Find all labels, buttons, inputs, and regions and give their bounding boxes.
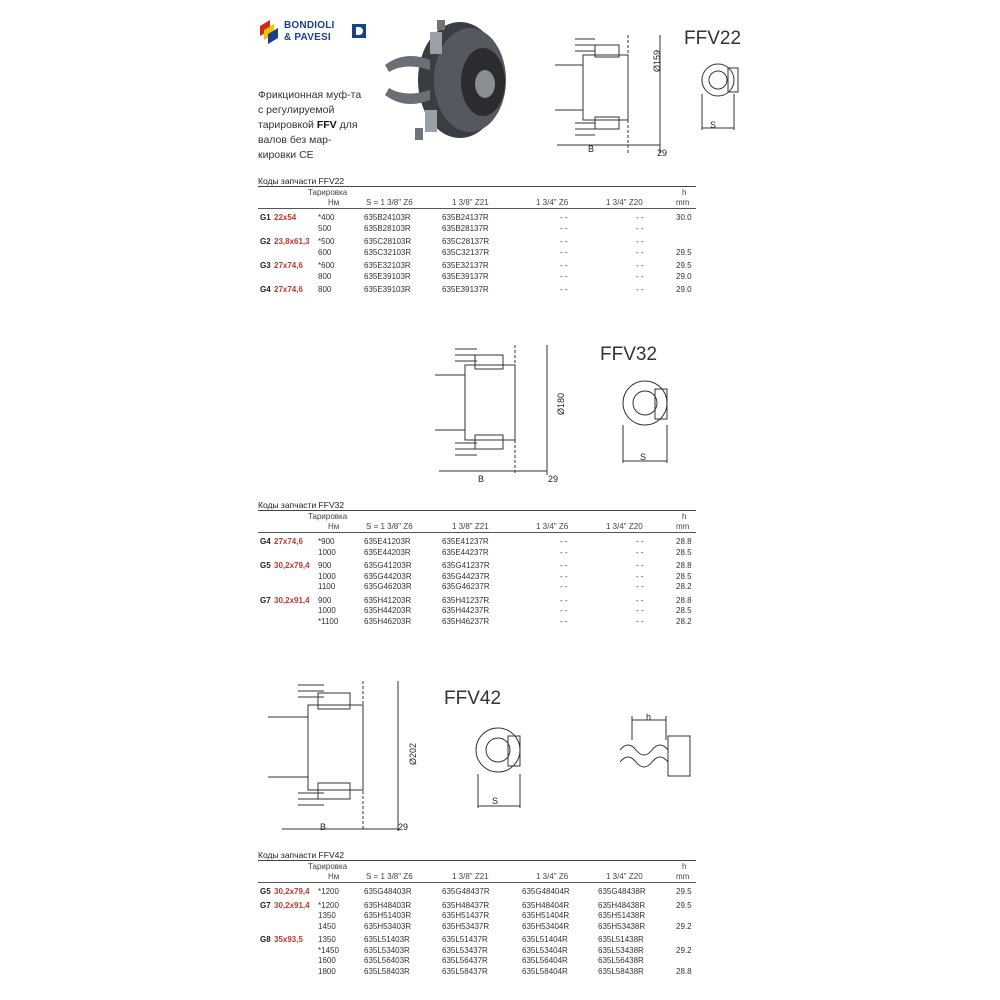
cell-c4: 635H51438R xyxy=(598,911,646,920)
cell-c3: - - xyxy=(560,582,568,591)
ffv22-dim-labels xyxy=(580,140,640,160)
cell-c3: - - xyxy=(560,261,568,270)
cell-c3: - - xyxy=(560,247,568,257)
cell-c2: 635H41237R xyxy=(442,595,490,605)
ffv32-dim-b: B xyxy=(478,474,485,484)
cell-c4: - - xyxy=(636,595,644,605)
description-text: Фрикционная муф-та с регулируемой тарировкой xyxy=(258,89,362,131)
cell-c2: 635L53437R xyxy=(442,945,488,955)
cell-c3: 635G48404R xyxy=(522,887,570,896)
cell-c2: 635H53437R xyxy=(442,921,490,931)
header-nm: Нм xyxy=(328,198,340,207)
cell-c1: 635H46203R xyxy=(364,616,412,626)
cell-c4: 635L51438R xyxy=(598,935,644,944)
cell-c3: - - xyxy=(560,285,568,294)
cell-c4: - - xyxy=(636,616,644,626)
cell-c2: 635H44237R xyxy=(442,606,490,615)
cell-c3: - - xyxy=(560,595,568,605)
cell-nm: 1000 xyxy=(318,606,336,615)
cell-c3: 635L56404R xyxy=(522,956,568,965)
cell-g: G5 xyxy=(260,561,271,570)
table-row xyxy=(260,967,690,978)
cell-c1: 635H44203R xyxy=(364,606,412,615)
cell-c1: 635H41203R xyxy=(364,595,412,605)
ffv22-rule-header xyxy=(258,208,696,209)
cell-h: 29.5 xyxy=(676,261,692,270)
cell-nm: *1200 xyxy=(318,900,339,910)
table-row xyxy=(260,946,690,957)
cell-c3: - - xyxy=(560,271,568,281)
cell-c2: 635G46237R xyxy=(442,582,490,591)
cell-c3: - - xyxy=(560,571,568,581)
header-col4: 1 3/4" Z20 xyxy=(606,872,643,881)
header-mm: mm xyxy=(676,872,690,881)
table-row xyxy=(260,272,690,283)
cell-nm: 1350 xyxy=(318,911,336,920)
cell-nm: *1200 xyxy=(318,887,339,896)
cell-nm: *600 xyxy=(318,261,335,270)
cell-c4: 635L56438R xyxy=(598,956,644,965)
ffv42-detail-drawing xyxy=(610,710,700,790)
cell-nm: *500 xyxy=(318,237,335,246)
header-col1: S = 1 3/8" Z6 xyxy=(366,872,413,881)
cell-c4: - - xyxy=(636,571,644,581)
cell-c3: - - xyxy=(560,223,568,233)
cell-c4: - - xyxy=(636,223,644,233)
table-row xyxy=(260,911,690,922)
header-h: h xyxy=(682,862,687,871)
cell-c2: 635E32137R xyxy=(442,261,489,270)
cell-c2: 635E41237R xyxy=(442,537,489,546)
cell-c3: 635H48404R xyxy=(522,900,570,910)
header-tarirovka: Тарировка xyxy=(308,188,348,197)
cell-c1: 635G41203R xyxy=(364,561,412,570)
cell-c4: - - xyxy=(636,213,644,222)
cell-c3: 635H53404R xyxy=(522,921,570,931)
cell-size: 27x74,6 xyxy=(274,261,303,270)
table-row xyxy=(260,956,690,967)
cell-c4: - - xyxy=(636,271,644,281)
ffv32-rule-header xyxy=(258,532,696,533)
header-col2: 1 3/8" Z21 xyxy=(452,522,489,531)
cell-g: G7 xyxy=(260,595,271,605)
header-col3: 1 3/4" Z6 xyxy=(536,198,569,207)
cell-g: G3 xyxy=(260,261,271,270)
cell-c3: - - xyxy=(560,237,568,246)
ffv32-section-title: Коды запчасти FFV32 xyxy=(258,500,345,510)
header-col3: 1 3/4" Z6 xyxy=(536,522,569,531)
table-row xyxy=(260,213,690,224)
ffv32-rule-top xyxy=(258,510,696,511)
table-row xyxy=(260,582,690,593)
header-mm: mm xyxy=(676,198,690,207)
cell-c3: - - xyxy=(560,537,568,546)
cell-c2: 635G48437R xyxy=(442,887,490,896)
cell-size: 22x54 xyxy=(274,213,297,222)
table-row xyxy=(260,572,690,583)
cell-c2: 635C32137R xyxy=(442,247,490,257)
cell-h: 28.5 xyxy=(676,547,692,557)
cell-h: 28.8 xyxy=(676,966,692,976)
cell-c1: 635G48403R xyxy=(364,887,412,896)
cell-size: 27x74,6 xyxy=(274,285,303,294)
cell-nm: 1000 xyxy=(318,571,336,581)
brand-logo xyxy=(260,18,380,48)
product-description xyxy=(258,88,368,163)
cell-c1: 635G44203R xyxy=(364,571,412,581)
cell-c1: 635E44203R xyxy=(364,547,411,557)
cell-h: 28.5 xyxy=(676,571,692,581)
cell-nm: 900 xyxy=(318,595,332,605)
header-col2: 1 3/8" Z21 xyxy=(452,198,489,207)
cell-c3: - - xyxy=(560,547,568,557)
cell-size: 27x74,6 xyxy=(274,537,303,546)
cell-c4: 635H48438R xyxy=(598,900,646,910)
cell-h: 28.2 xyxy=(676,582,692,591)
table-row xyxy=(260,887,690,898)
table-row xyxy=(260,285,690,296)
table-row xyxy=(260,248,690,259)
ffv42-rule-top xyxy=(258,860,696,861)
cell-g: G5 xyxy=(260,887,271,896)
table-row xyxy=(260,901,690,912)
cell-h: 28.8 xyxy=(676,595,692,605)
header-tarirovka: Тарировка xyxy=(308,862,348,871)
cell-c1: 635C28103R xyxy=(364,237,412,246)
header-nm: Нм xyxy=(328,872,340,881)
table-row xyxy=(260,935,690,946)
cell-size: 30,2x91,4 xyxy=(274,900,310,910)
cell-nm: 500 xyxy=(318,223,332,233)
cell-c4: - - xyxy=(636,247,644,257)
ffv42-parts-table xyxy=(260,862,696,998)
cell-h: 29.2 xyxy=(676,921,692,931)
header-col1: S = 1 3/8" Z6 xyxy=(366,522,413,531)
cell-h: 29.5 xyxy=(676,900,692,910)
table-row xyxy=(260,617,690,628)
cell-nm: 1100 xyxy=(318,582,336,591)
table-row xyxy=(260,237,690,248)
cell-nm: 1350 xyxy=(318,935,336,944)
header-nm: Нм xyxy=(328,522,340,531)
cell-size: 30,2x79,4 xyxy=(274,887,310,896)
table-row xyxy=(260,561,690,572)
cell-g: G8 xyxy=(260,935,271,944)
cell-c1: 635E39103R xyxy=(364,271,411,281)
ffv22-section-drawing xyxy=(698,58,748,138)
cell-h: 29.0 xyxy=(676,271,692,281)
cell-c4: - - xyxy=(636,582,644,591)
cell-nm: 1000 xyxy=(318,547,336,557)
table-row xyxy=(260,596,690,607)
ffv22-dim-29: 29 xyxy=(657,148,668,158)
cell-g: G2 xyxy=(260,237,271,246)
header-col3: 1 3/4" Z6 xyxy=(536,872,569,881)
cell-c3: 635L58404R xyxy=(522,966,568,976)
cell-c1: 635G46203R xyxy=(364,582,412,591)
cell-nm: *400 xyxy=(318,213,335,222)
cell-g: G1 xyxy=(260,213,271,222)
ffv42-section-drawing xyxy=(468,720,538,810)
cell-c4: - - xyxy=(636,606,644,615)
ffv42-rule-header xyxy=(258,882,696,883)
ffv32-model-title: FFV32 xyxy=(600,344,658,365)
ffv22-dim-diameter: Ø159 xyxy=(652,49,662,72)
cell-c2: 635L58437R xyxy=(442,966,488,976)
cell-h: 28.8 xyxy=(676,561,692,570)
cell-c2: 635L56437R xyxy=(442,956,488,965)
header-col1: S = 1 3/8" Z6 xyxy=(366,198,413,207)
ffv42-dim-b: B xyxy=(320,822,327,832)
cell-c4: - - xyxy=(636,237,644,246)
cell-c1: 635L53403R xyxy=(364,945,410,955)
cell-c2: 635C28137R xyxy=(442,237,490,246)
ffv32-dim-diameter: Ø180 xyxy=(556,392,566,415)
cell-c4: - - xyxy=(636,261,644,270)
cell-nm: 600 xyxy=(318,247,332,257)
table-row xyxy=(260,224,690,235)
table-row xyxy=(260,537,690,548)
cell-c3: - - xyxy=(560,561,568,570)
cell-g: G4 xyxy=(260,285,271,294)
ffv22-parts-table xyxy=(260,188,696,318)
cell-h: 28.8 xyxy=(676,537,692,546)
cell-c1: 635L51403R xyxy=(364,935,410,944)
ffv22-section-title: Коды запчасти FFV22 xyxy=(258,176,345,186)
ffv42-side-drawing xyxy=(268,675,418,835)
cell-c1: 635H48403R xyxy=(364,900,412,910)
ffv42-dim-h: h xyxy=(646,712,652,722)
cell-c2: 635E39137R xyxy=(442,285,489,294)
header-h: h xyxy=(682,188,687,197)
table-row xyxy=(260,922,690,933)
cell-c2: 635G41237R xyxy=(442,561,490,570)
ffv22-dim-b: B xyxy=(588,144,595,154)
cell-c1: 635H51403R xyxy=(364,911,412,920)
cell-c4: - - xyxy=(636,537,644,546)
cell-c1: 635B28103R xyxy=(364,223,411,233)
header-mm: mm xyxy=(676,522,690,531)
cell-c3: 635H51404R xyxy=(522,911,570,920)
ffv22-rule-top xyxy=(258,186,696,187)
cell-c4: 635G48438R xyxy=(598,887,646,896)
header-col4: 1 3/4" Z20 xyxy=(606,522,643,531)
ffv32-parts-table xyxy=(260,512,696,652)
cell-c3: - - xyxy=(560,213,568,222)
ffv42-model-title: FFV42 xyxy=(444,688,502,709)
cell-h: 28.2 xyxy=(676,616,692,626)
logo-mark-icon xyxy=(260,18,282,44)
cell-nm: 800 xyxy=(318,285,332,294)
ffv42-dim-s: S xyxy=(492,796,499,806)
cell-g: G7 xyxy=(260,900,271,910)
cell-c2: 635H46237R xyxy=(442,616,490,626)
brand-line1: BONDIOLI xyxy=(284,20,335,31)
ffv42-dim-diameter: Ø202 xyxy=(408,742,418,765)
cell-h: 28.5 xyxy=(676,606,692,615)
description-model: FFV xyxy=(316,119,337,131)
cell-nm: 1600 xyxy=(318,956,336,965)
table-row xyxy=(260,261,690,272)
brand-line2: & PAVESI xyxy=(284,32,331,43)
cell-nm: 800 xyxy=(318,271,332,281)
cell-c2: 635H48437R xyxy=(442,900,490,910)
header-col4: 1 3/4" Z20 xyxy=(606,198,643,207)
cell-h: 30.0 xyxy=(676,213,692,222)
coupling-photo xyxy=(375,10,515,150)
cell-c2: 635H51437R xyxy=(442,911,490,920)
table-row xyxy=(260,606,690,617)
ffv22-model-title: FFV22 xyxy=(684,28,742,49)
cell-h: 29.5 xyxy=(676,247,692,257)
cell-nm: *1100 xyxy=(318,616,339,626)
cell-c1: 635H53403R xyxy=(364,921,412,931)
cell-c1: 635L56403R xyxy=(364,956,410,965)
cell-nm: *900 xyxy=(318,537,335,546)
table-row xyxy=(260,548,690,559)
ffv32-dim-s: S xyxy=(640,452,647,462)
ffv32-side-drawing xyxy=(425,335,565,485)
cell-c3: 635L51404R xyxy=(522,935,568,944)
cell-nm: 900 xyxy=(318,561,332,570)
header-col2: 1 3/8" Z21 xyxy=(452,872,489,881)
cell-c2: 635L51437R xyxy=(442,935,488,944)
cell-c4: 635L58438R xyxy=(598,966,644,976)
ffv42-dim-29: 29 xyxy=(398,822,409,832)
cell-size: 23,8x61,3 xyxy=(274,237,310,246)
cell-size: 30,2x91,4 xyxy=(274,595,310,605)
cell-c3: - - xyxy=(560,616,568,626)
description-text-end: для валов без мар-кировки CE xyxy=(258,119,358,161)
cell-h: 29.2 xyxy=(676,945,692,955)
cell-c3: 635L53404R xyxy=(522,945,568,955)
ffv32-section-drawing xyxy=(615,375,685,465)
cell-c4: - - xyxy=(636,547,644,557)
cell-c1: 635C32103R xyxy=(364,247,412,257)
ffv32-dim-29: 29 xyxy=(548,474,559,484)
cell-h: 29.5 xyxy=(676,887,692,896)
cell-nm: 1450 xyxy=(318,921,336,931)
cell-c1: 635E32103R xyxy=(364,261,411,270)
cell-c1: 635E39103R xyxy=(364,285,411,294)
cell-c4: - - xyxy=(636,561,644,570)
brand-emblem-icon xyxy=(352,24,366,38)
cell-g: G4 xyxy=(260,537,271,546)
cell-size: 35x93,5 xyxy=(274,935,303,944)
cell-c1: 635L58403R xyxy=(364,966,410,976)
ffv42-section-title: Коды запчасти FFV42 xyxy=(258,850,345,860)
cell-c4: 635H53438R xyxy=(598,921,646,931)
cell-nm: *1450 xyxy=(318,945,339,955)
cell-c4: 635L53438R xyxy=(598,945,644,955)
ffv22-dim-s: S xyxy=(710,120,717,130)
cell-size: 30,2x79,4 xyxy=(274,561,310,570)
cell-c3: - - xyxy=(560,606,568,615)
cell-h: 29.0 xyxy=(676,285,692,294)
cell-c1: 635E41203R xyxy=(364,537,411,546)
cell-nm: 1800 xyxy=(318,966,336,976)
cell-c2: 635B24137R xyxy=(442,213,489,222)
cell-c2: 635E44237R xyxy=(442,547,489,557)
header-h: h xyxy=(682,512,687,521)
cell-c4: - - xyxy=(636,285,644,294)
header-tarirovka: Тарировка xyxy=(308,512,348,521)
cell-c1: 635B24103R xyxy=(364,213,411,222)
cell-c2: 635G44237R xyxy=(442,571,490,581)
cell-c2: 635E39137R xyxy=(442,271,489,281)
cell-c2: 635B28137R xyxy=(442,223,489,233)
